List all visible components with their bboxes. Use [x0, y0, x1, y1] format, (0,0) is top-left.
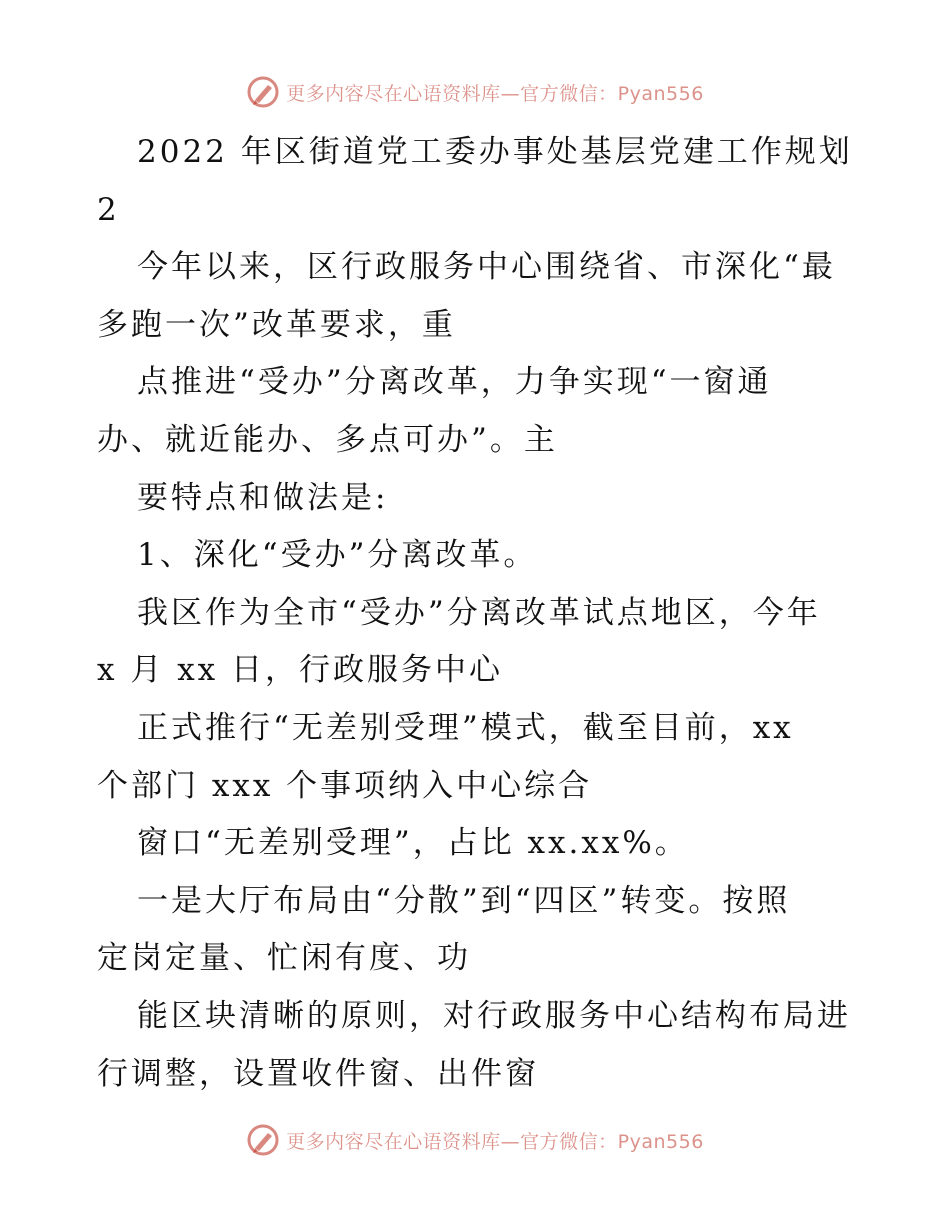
section-heading: 1、深化“受办”分离改革。: [137, 537, 538, 574]
paragraph-line: 要特点和做法是:: [137, 479, 389, 516]
paragraph-line: 正式推行“无差别受理”模式，截至目前，xx: [137, 709, 794, 746]
watermark-header: [0, 72, 950, 112]
paragraph-line: 我区作为全市“受办”分离改革试点地区，今年: [137, 594, 821, 631]
paragraph-line: 办、就近能办、多点可办”。主: [97, 421, 558, 458]
document-title-continuation: 2: [97, 191, 120, 228]
paragraph-line: x 月 xx 日，行政服务中心: [97, 652, 504, 689]
paragraph-line: 点推进“受办”分离改革，力争实现“一窗通: [137, 364, 772, 401]
pen-seal-icon: [246, 75, 280, 109]
paragraph-line: 个部门 xxx 个事项纳入中心综合: [97, 767, 593, 804]
paragraph-line: 窗口“无差别受理”，占比 xx.xx%。: [137, 825, 689, 862]
paragraph-line: 今年以来，区行政服务中心围绕省、市深化“最: [137, 249, 836, 286]
document-body: [97, 124, 857, 1103]
watermark-footer: [0, 1120, 950, 1160]
pen-seal-icon: [246, 1123, 280, 1157]
paragraph-line: 定岗定量、忙闲有度、功: [97, 940, 471, 977]
paragraph-line: 行调整，设置收件窗、出件窗: [97, 1055, 539, 1092]
paragraph-line: 能区块清晰的原则，对行政服务中心结构布局进: [137, 997, 851, 1034]
watermark-text: 更多内容尽在心语资料库—官方微信：Pyan556: [286, 82, 704, 105]
paragraph-line: 一是大厅布局由“分散”到“四区”转变。按照: [137, 882, 791, 919]
watermark-text: 更多内容尽在心语资料库—官方微信：Pyan556: [286, 1130, 704, 1153]
paragraph-line: 多跑一次”改革要求，重: [97, 306, 456, 343]
document-title: 2022 年区街道党工委办事处基层党建工作规划: [137, 134, 853, 170]
